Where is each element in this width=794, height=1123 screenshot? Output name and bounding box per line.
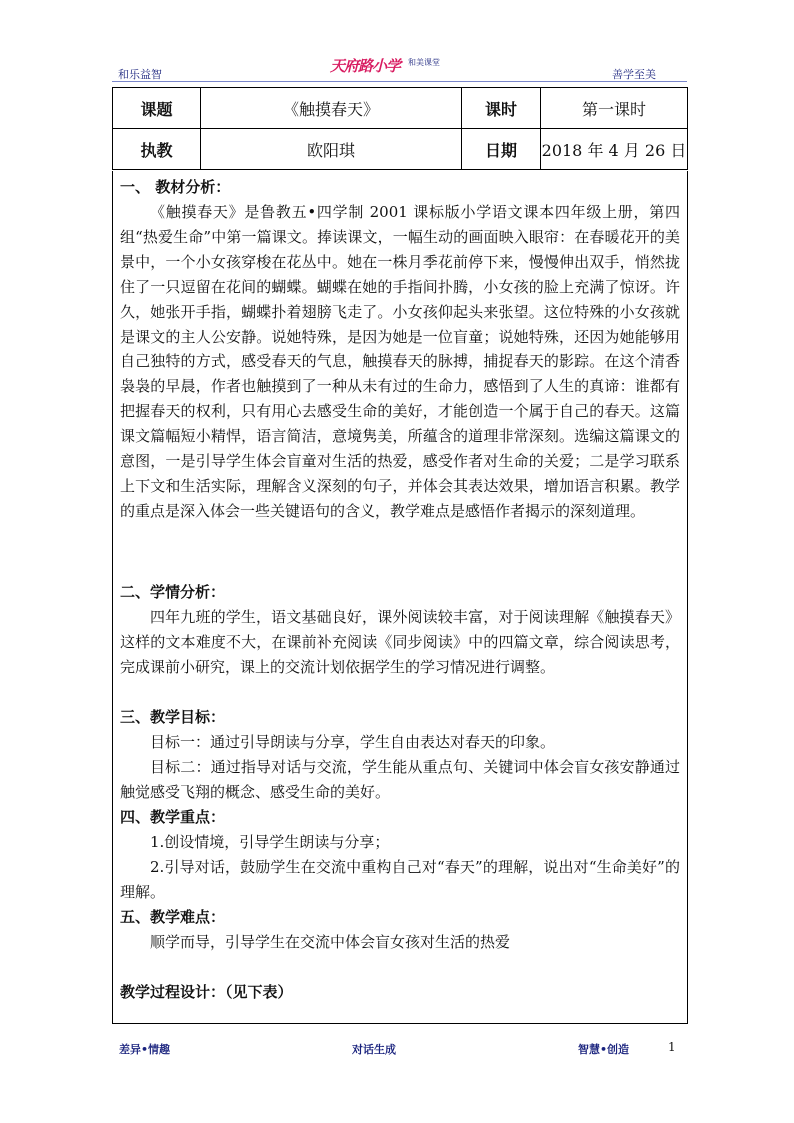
period-label: 课时 [462, 88, 541, 129]
header-right-slogan: 善学至美 [612, 68, 656, 81]
section-2-body: 四年九班的学生，语文基础良好，课外阅读较丰富，对于阅读理解《触摸春天》这样的文本难度不大，在课前补充阅读《同步阅读》中的四篇文章，综合阅读思考，完成课前小研究，课上的交流计划依据学生的学习情况进行调整。 [120, 608, 680, 676]
section-5-title: 五、教学难点： [120, 908, 226, 926]
table-row [113, 88, 688, 129]
period-value: 第一课时 [541, 88, 688, 129]
lesson-info-table [112, 87, 688, 170]
section-2-title: 二、学情分析： [120, 583, 226, 601]
page-number: 1 [668, 1040, 676, 1054]
footer-left-slogan: 差异•情趣 [119, 1043, 171, 1056]
section-3-goal-1: 目标一：通过引导朗读与分享，学生自由表达对春天的印象。 [150, 733, 556, 751]
date-label: 日期 [462, 129, 541, 170]
header-left-slogan: 和乐益智 [118, 68, 162, 81]
footer-right-slogan: 智慧•创造 [578, 1043, 630, 1056]
section-3-goal-2: 目标二：通过指导对话与交流，学生能从重点句、关键词中体会盲女孩安静通过触觉感受飞翔的概念、感受生命的美好。 [120, 758, 680, 801]
table-row [113, 129, 688, 170]
section-4-item-1: 1.创设情境，引导学生朗读与分享； [150, 833, 390, 851]
logo-script-text: 天府路小学 [330, 57, 401, 75]
process-design-title: 教学过程设计：（见下表） [120, 983, 293, 1001]
logo-subtitle: 和美课堂 [408, 58, 440, 67]
school-logo [330, 55, 460, 81]
topic-value: 《触摸春天》 [201, 88, 462, 129]
section-4-item-2: 2.引导对话，鼓励学生在交流中重构自己对“春天”的理解，说出对“生命美好”的理解。 [120, 858, 680, 901]
section-1-title: 一、 教材分析： [120, 178, 231, 196]
header-divider [112, 81, 687, 82]
section-1-body: 《触摸春天》是鲁教五•四学制 2001 课标版小学语文课本四年级上册，第四组“热爱生命”中第一篇课文。捧读课文，一幅生动的画面映入眼帘：在春暖花开的美景中，一个小女孩穿梭在花丛中。她在一株月季花前停下来，慢慢伸出双手，悄然拢住了一只逗留在花间的蝴蝶。蝴蝶在她的手指间扑腾，小女孩的脸上充满了惊讶。许久，她张开手指，蝴蝶扑着翅膀飞走了。小女孩仰起头来张望。这位特殊的小女孩就是课文的主人公安静。说她特殊，是因为她是一位盲童；说她特殊，还因为她能够用自己独特的方式，感受春天的气息，触摸春天的脉搏，捕捉春天的影踪。在这个清香袅袅的早晨，作者也触摸到了一种从未有过的生命力，感悟到了人生的真谛：谁都有把握春天的权利，只有用心去感受生命的美好，才能创造一个属于自己的春天。这篇课文篇幅短小精悍，语言简洁，意境隽美，所蕴含的道理非常深刻。选编这篇课文的意图，一是引导学生体会盲童对生活的热爱，感受作者对生命的关爱；二是学习联系上下文和生活实际，理解含义深刻的句子，并体会其表达效果，增加语言积累。教学的重点是深入体会一些关键语句的含义，教学难点是感悟作者揭示的深刻道理。 [120, 203, 680, 520]
teacher-label: 执教 [113, 129, 201, 170]
section-4-title: 四、教学重点： [120, 808, 226, 826]
date-value: 2018 年 4 月 26 日 [541, 129, 688, 170]
topic-label: 课题 [113, 88, 201, 129]
teacher-value: 欧阳琪 [201, 129, 462, 170]
section-3-title: 三、教学目标： [120, 708, 226, 726]
footer-middle-slogan: 对话生成 [352, 1043, 396, 1056]
section-5-body: 顺学而导，引导学生在交流中体会盲女孩对生活的热爱 [150, 933, 511, 951]
